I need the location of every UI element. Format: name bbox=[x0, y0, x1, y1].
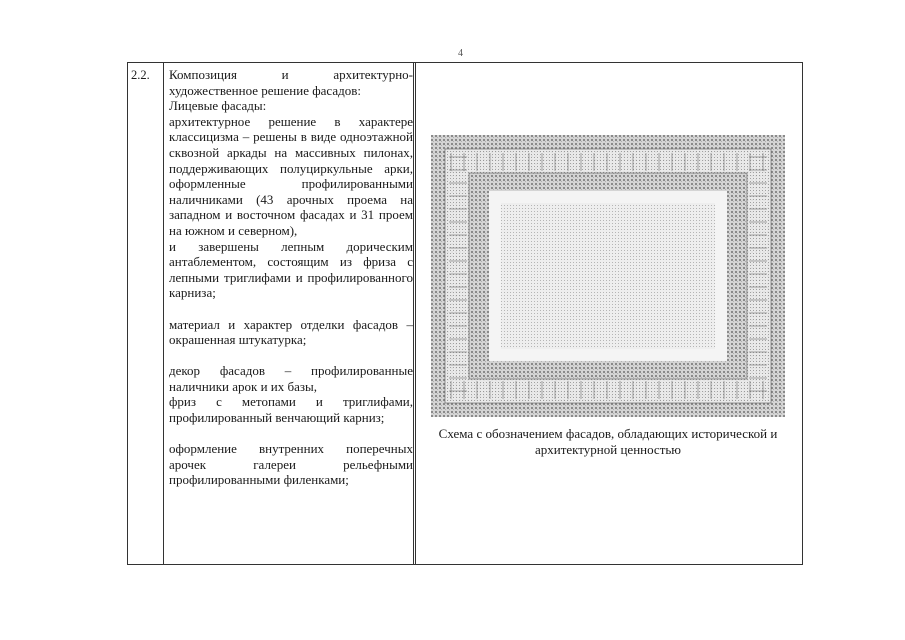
figure-cell bbox=[416, 63, 802, 564]
row-number-cell bbox=[128, 63, 164, 564]
description-cell bbox=[164, 63, 416, 564]
row-number: 2.2. bbox=[131, 68, 150, 82]
description-paragraph: оформление внутренних поперечных арочек галереи рельефными профилированными филенками; bbox=[169, 441, 413, 488]
paragraph-gap bbox=[169, 348, 413, 364]
paragraph-gap bbox=[169, 301, 413, 317]
description-paragraph: архитектурное решение в характере классицизма – решены в виде одноэтажной сквозной аркады на массивных пилонах, поддерживающих полуциркульные арки, оформленные профилированными наличниками (43 арочных проема на западном и восточном фасадах и 31 проем на южном и северном), bbox=[169, 113, 413, 238]
description-paragraph: материал и характер отделки фасадов – окрашенная штукатурка; bbox=[169, 316, 413, 348]
figure-caption: Схема с обозначением фасадов, обладающих исторической и архитектурной ценностью bbox=[438, 426, 778, 457]
paragraph-gap bbox=[169, 426, 413, 442]
description-paragraph: Лицевые фасады: bbox=[169, 98, 267, 114]
page-number: 4 bbox=[458, 48, 463, 59]
description-paragraph: декор фасадов – профилированные наличники арок и их базы, bbox=[169, 363, 413, 394]
description-paragraph: фриз с метопами и триглифами, профилированный венчающий карниз; bbox=[169, 394, 413, 426]
description-text bbox=[169, 67, 413, 488]
description-paragraph: и завершены лепным дорическим антаблементом, состоящим из фриза с лепными триглифами и профилированного карниза; bbox=[169, 238, 413, 301]
document-table bbox=[127, 62, 803, 565]
description-paragraph: Композиция и архитектурно-художественное решение фасадов: bbox=[169, 67, 413, 98]
site-plan-image bbox=[431, 135, 785, 417]
